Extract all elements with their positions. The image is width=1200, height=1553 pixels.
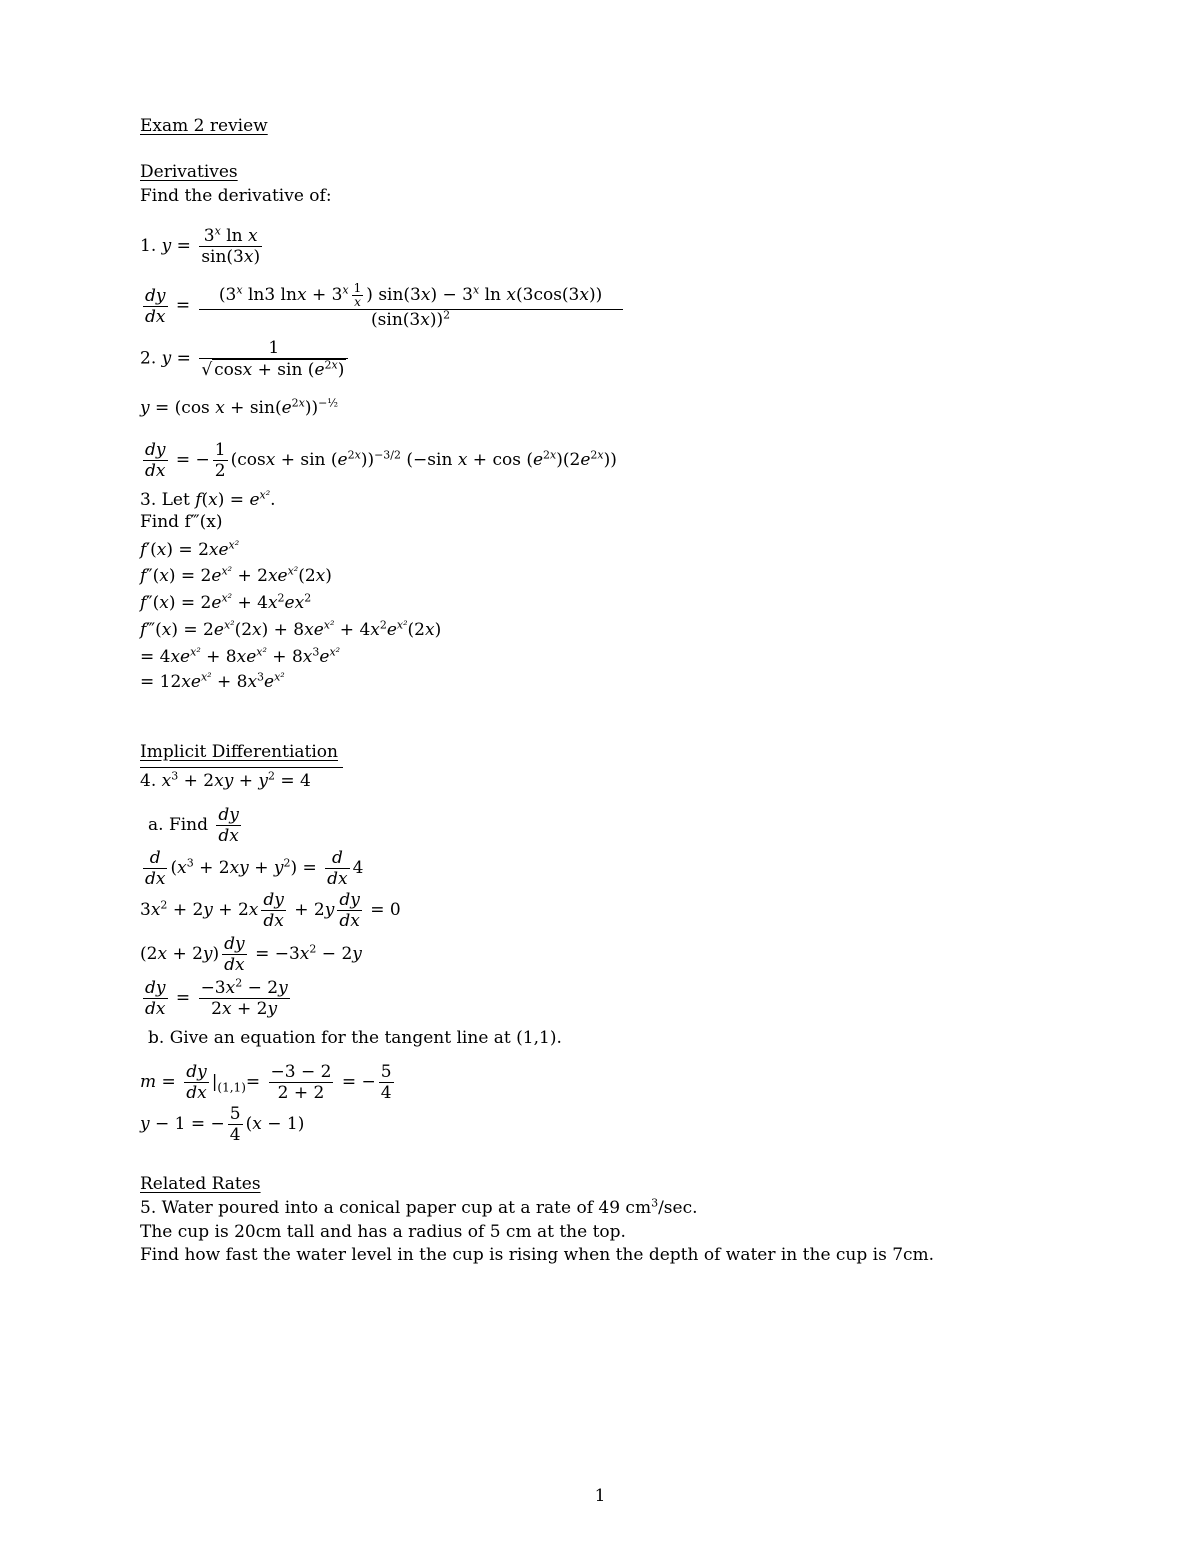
problem-1-derivative: $\frac{dy}{dx}$ = (3$^x$ ln3 $\ln x + 3^x$ $\frac{1}{x}$ ) $\sin(3x) - 3^x$ ln x(3cos(3x)) $(\sin(3x))^2$ [140, 282, 626, 330]
problem-2-label: 2. [140, 348, 157, 369]
derivatives-intro: Find the derivative of: [140, 186, 332, 206]
problem-4b-prompt: b. Give an equation for the tangent line at (1,1). [148, 1028, 562, 1048]
problem-3-label: 3. Let [140, 490, 190, 510]
section-heading-implicit: Implicit Differentiation [140, 742, 338, 762]
problem-1-function: 1. y = $\frac{3^x \ln x}{\sin(3x)}$ [140, 224, 261, 267]
problem-4-equation: 4. $x^3 + 2xy + y^2 = 4$ [140, 769, 311, 791]
problem-4a-prompt: a. Find $\frac{dy}{dx}$ [148, 805, 239, 846]
problem-4b-slope: m = $\frac{dy}{dx}$ $|_{(1,1)}=$ $\frac{-3 - 2}{2 + 2}$ = − $\frac{5}{4}$ [140, 1062, 392, 1103]
problem-4a-result: $\frac{dy}{dx}$ = $\frac{-3x^2 - 2y}{2x + 2y}$ [145, 976, 288, 1019]
problem-3-step-6: = $12xe^{x^2} + 8x^3e^{x^2}$ [140, 670, 285, 692]
problem-4b-tangent-line: y − 1 = − $\frac{5}{4}$ (x − 1) [140, 1104, 305, 1145]
problem-5-line-1 [140, 1198, 698, 1218]
problem-4a-step-2: $3x^2 + 2y + 2x$ $\frac{dy}{dx}$ + 2y $\frac{dy}{dx}$ = 0 [140, 890, 401, 931]
problem-2-derivative: $\frac{dy}{dx}$ = − $\frac{1}{2}$ $(\cos x + \sin (e^{2x}))^{-3/2}$ (−sin $x + \cos (e^{2x})(2e^{2x})$) [145, 440, 617, 481]
problem-4-label: 4. [140, 771, 157, 791]
problem-1-label: 1. [140, 236, 157, 256]
page-number: 1 [594, 1486, 606, 1506]
problem-5-line-3: Find how fast the water level in the cup is rising when the depth of water in the cup is 7cm. [140, 1245, 935, 1265]
problem-5-line-2: The cup is 20cm tall and has a radius of 5 cm at the top. [140, 1222, 626, 1242]
problem-2-rewrite: y = (cos $x + \sin(e^{2x}))^{-\frac{1}{2}}$ [140, 396, 339, 418]
problem-4a-step-3: (2x + 2y) $\frac{dy}{dx}$ = $-3x^2 - 2y$ [140, 934, 362, 975]
section-heading-derivatives: Derivatives [140, 162, 238, 182]
problem-3-statement: 3. Let $f(x) = e^{x^2}$. [140, 488, 276, 510]
problem-3-find: Find f‴(x) [140, 512, 223, 532]
problem-5-text-b: /sec. [658, 1198, 698, 1218]
problem-4a-label: a. Find [148, 815, 209, 835]
problem-2-function: 2. y = $\frac{1}{√ \cos x + \sin (e^{2x})}$ [140, 338, 351, 380]
problem-5-text-a: 5. Water poured into a conical paper cup at a rate of 49 cm [140, 1198, 652, 1218]
problem-4a-step-1: $\frac{d}{dx}$ $(x^3 + 2xy + y^2)$ = $\frac{d}{dx}$ 4 [145, 848, 364, 889]
section-heading-related-rates: Related Rates [140, 1174, 261, 1194]
page-title: Exam 2 review [140, 116, 268, 136]
problem-3-step-3: $f''(x) = 2e^{x^2} + 4x^2ex^2$ [140, 591, 312, 613]
problem-3-step-1: $f'(x) = 2xe^{x^2}$ [140, 538, 240, 560]
problem-3-step-4: f‴(x) = $2e^{x^2}(2x) + 8xe^{x^2} + 4x^2e^{x^2}(2x)$ [140, 618, 442, 640]
problem-5-exponent: 3 [651, 1196, 659, 1210]
problem-3-step-2: $f''(x) = 2e^{x^2} + 2xe^{x^2}(2x)$ [140, 564, 332, 586]
problem-3-step-5: = $4xe^{x^2} + 8xe^{x^2} + 8x^3e^{x^2}$ [140, 645, 341, 667]
section-rule [140, 767, 343, 768]
